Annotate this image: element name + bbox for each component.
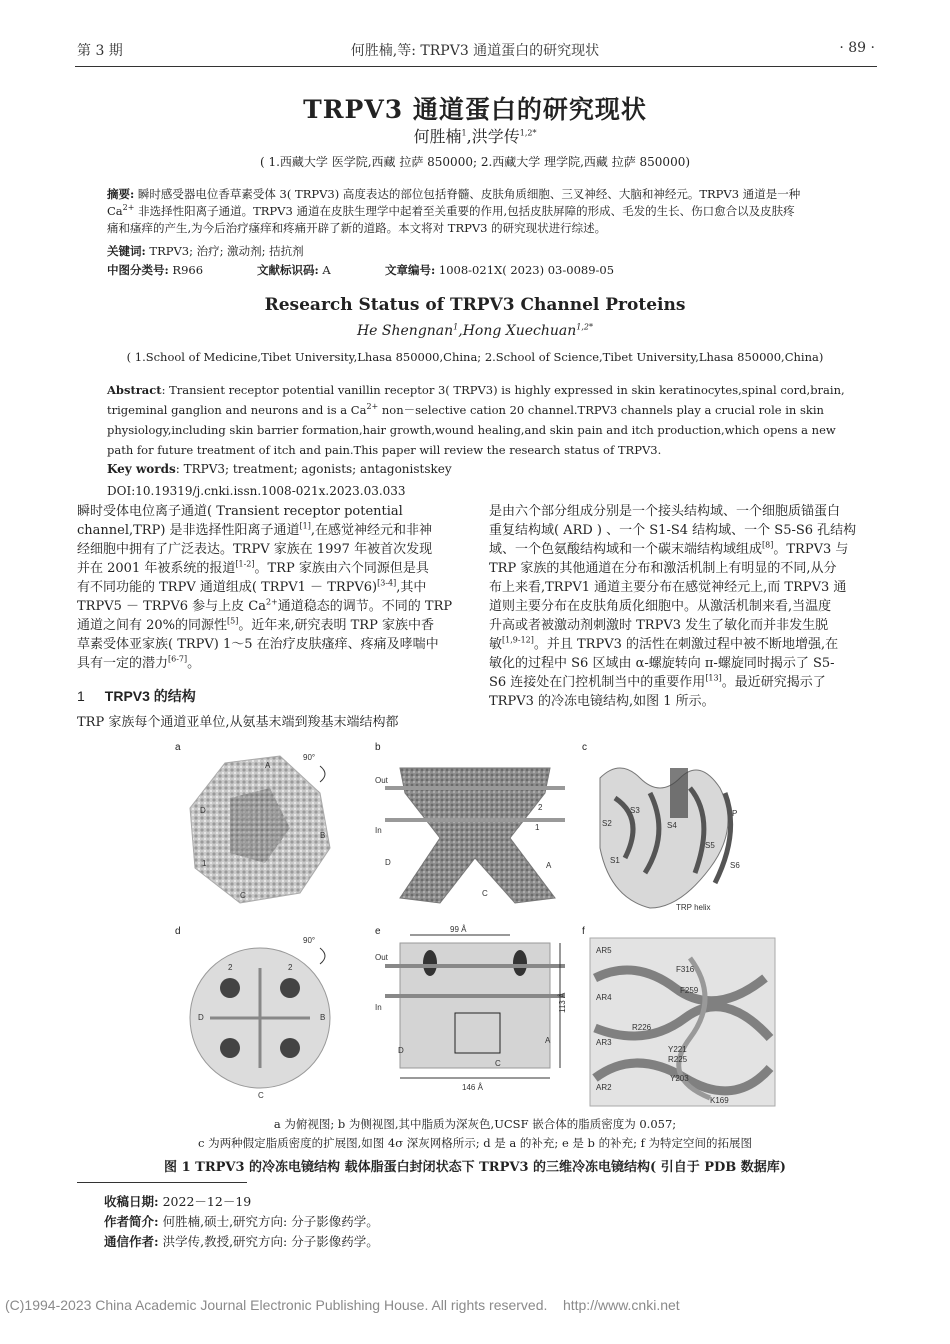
keywords-cn: 关键词: TRPV3; 治疗; 激动剂; 拮抗剂: [107, 244, 304, 258]
figure-1: [170, 738, 780, 1110]
svg-text:S2: S2: [602, 819, 612, 828]
svg-text:Out: Out: [375, 953, 388, 962]
svg-text:AR3: AR3: [596, 1038, 612, 1047]
svg-text:146 Å: 146 Å: [462, 1083, 483, 1092]
authors-en: He Shengnan$^1$,Hong Xuechuan$^{1,2*}$: [356, 322, 594, 339]
svg-text:D: D: [385, 858, 391, 867]
header-running-title: 何胜楠,等: TRPV3 通道蛋白的研究现状: [350, 43, 600, 59]
svg-text:F316: F316: [676, 965, 695, 974]
svg-text:F259: F259: [680, 986, 699, 995]
affiliation-en: ( 1.School of Medicine,Tibet University,Lhasa 850000,China; 2.School of Science,Tibet University,Lhasa 850000,China): [126, 350, 824, 364]
panel-c: [582, 742, 740, 912]
svg-text:113 Å: 113 Å: [558, 992, 567, 1013]
svg-text:S6: S6: [730, 861, 740, 870]
affiliation-cn: ( 1.西藏大学 医学院,西藏 拉萨 850000; 2.西藏大学 理学院,西藏 拉萨 850000): [259, 155, 691, 169]
svg-text:S3: S3: [630, 806, 640, 815]
svg-text:R226: R226: [632, 1023, 652, 1032]
svg-text:C: C: [482, 889, 488, 898]
panel-f-letter: f: [582, 926, 585, 937]
intro-paragraph: 瞬时受体电位离子通道( Transient receptor potential channel,TRP) 是非选择性阳离子通道[1],在感觉神经元和非神 经细胞中拥有了广泛表达。TRPV 家族在 1997 年被首次发现 并在 2001 年被系统的报道[1-2]。TRP 家族由六个同源但是具 有不同功能的 TRPV 通道组成( TRPV1 － TRPV6)[3-4],其中 TRPV5 － TRPV6 参与上皮 $Ca^{2+}$通道稳态的调节。不同的 TRP 通道之间有 20%的同源性[5]。近年来,研究表明 TRP 家族中香 草素受体亚家族( TRPV) 1～5 在治疗皮肤瘙痒、疼痛及哮喘中 具有一定的潜力[6-7]。: [77, 504, 453, 671]
svg-text:Y203: Y203: [670, 1074, 689, 1083]
copyright-notice: (C)1994-2023 China Academic Journal Electronic Publishing House. All rights reserved. http://www.cnki.net: [5, 1297, 680, 1313]
doi: DOI:10.19319/j.cnki.issn.1008-021x.2023.03.033: [107, 484, 406, 498]
svg-text:TRP helix: TRP helix: [676, 903, 711, 912]
svg-text:C: C: [495, 1059, 501, 1068]
panel-e-letter: e: [375, 926, 381, 937]
svg-text:AR2: AR2: [596, 1083, 612, 1092]
svg-text:B: B: [320, 1013, 326, 1022]
keywords-en: Key words: TRPV3; treatment; agonists; antagonistskey: [107, 462, 452, 476]
page-title: TRPV3 通道蛋白的研究现状: [303, 95, 647, 124]
header-issue: 第 3 期: [77, 43, 123, 59]
svg-text:S1: S1: [610, 856, 620, 865]
abstract-cn: 摘要: 瞬时感受器电位香草素受体 3( TRPV3) 高度表达的部位包括脊髓、皮肤角质细胞、三叉神经、大脑和神经元。TRPV3 通道是一种 $Ca^{2+}$ 非选择性阳离子通道。TRPV3 通道在皮肤生理学中起着至关重要的作用,包括皮肤屏障的形成、毛发的生长、伤口愈合以及皮肤疼 痛和瘙痒的产生,为今后治疗瘙痒和疼痛开辟了新的道路。本文将对 TRPV3 的研究现状进行综述。: [107, 187, 801, 235]
svg-text:B: B: [320, 831, 326, 840]
svg-text:S4: S4: [667, 821, 677, 830]
svg-text:Y221: Y221: [668, 1045, 687, 1054]
svg-text:K169: K169: [710, 1096, 729, 1105]
svg-text:2: 2: [228, 963, 233, 972]
panel-d-rotation-arrow-icon: [320, 948, 325, 964]
panel-d-letter: d: [175, 926, 181, 937]
svg-text:2: 2: [288, 963, 293, 972]
panel-f: [582, 926, 775, 1106]
footnote-author: 作者简介: 何胜楠,硕士,研究方向: 分子影像药学。: [104, 1214, 379, 1229]
svg-text:P: P: [732, 809, 738, 818]
structure-paragraph-start: TRP 家族每个通道亚单位,从氨基末端到羧基末端结构都: [77, 715, 399, 730]
figure-caption-line-1: a 为俯视图; b 为侧视图,其中脂质为深灰色,UCSF 嵌合体的脂质密度为 0.057;: [273, 1117, 677, 1131]
svg-text:2: 2: [538, 803, 543, 812]
panel-a: [175, 742, 330, 903]
svg-text:AR5: AR5: [596, 946, 612, 955]
figure-caption-line-2: c 为两种假定脂质密度的扩展图,如图 4σ 深灰网格所示; d 是 a 的补充; e 是 b 的补充; f 为特定空间的拓展图: [197, 1136, 753, 1150]
abstract-en: Abstract: Transient receptor potential vanillin receptor 3( TRPV3) is highly expressed in skin keratinocytes,spinal cord,brain, trigeminal ganglion and neurons and is a $Ca^{2+}$ non－selective cation 20 channel.TRPV3 channels play a crucial role in skin physiology,including skin barrier formation,hair growth,wound healing,and skin pain and itch production,which opens a new path for future treatment of itch and pain.This paper will review the research status of TRPV3.: [107, 383, 845, 457]
panel-e-ribbon-model: [400, 943, 550, 1068]
svg-text:1: 1: [202, 859, 207, 868]
svg-text:D: D: [198, 1013, 204, 1022]
footnote-rule: [77, 1182, 247, 1183]
svg-text:In: In: [375, 1003, 382, 1012]
figure-title: 图 1 TRPV3 的冷冻电镜结构 载体脂蛋白封闭状态下 TRPV3 的三维冷冻电镜结构( 引自于 PDB 数据库): [164, 1160, 786, 1175]
svg-text:A: A: [265, 761, 271, 770]
panel-c-ribbon-model: [600, 768, 728, 908]
svg-text:90°: 90°: [303, 936, 316, 945]
panel-a-letter: a: [175, 742, 181, 753]
header-rule: [75, 66, 877, 67]
panel-a-rotation-arrow-icon: [320, 766, 325, 782]
authors-cn: 何胜楠$^1$,洪学传$^{1,2*}$: [413, 127, 537, 146]
svg-text:D: D: [200, 806, 206, 815]
section-heading: 1 TRPV3 的结构: [77, 688, 196, 704]
header-page-number: · 89 ·: [839, 40, 875, 56]
panel-d: [175, 926, 330, 1100]
svg-text:In: In: [375, 826, 382, 835]
panel-e: [375, 925, 567, 1092]
svg-text:1: 1: [535, 823, 540, 832]
structure-paragraph-cont: 是由六个部分组成分别是一个接头结构域、一个细胞质锚蛋白 重复结构域( ARD ) 、一个 S1-S4 结构域、一个 S5-S6 孔结构 域、一个色氨酸结构域和一个碳末端结构域组成[8]。TRPV3 与 TRP 家族的其他通道在分布和激活机制上有明显的不同,从分 布上来看,TRPV1 通道主要分布在感觉神经元上,而 TRPV3 通 道则主要分布在皮肤角质化细胞中。从激活机制来看,当温度 升高或者被激动剂刺激时 TRPV3 发生了敏化而并非发生脱 敏[1,9-12]。并且 TRPV3 的活性在刺激过程中被不断地增强,在 敏化的过程中 S6 区域由 α-螺旋转向 π-螺旋同时揭示了 S5- S6 连接处在门控机制当中的重要作用[13]。最近研究揭示了 TRPV3 的冷冻电镜结构,如图 1 所示。: [489, 504, 857, 709]
panel-b: [375, 742, 565, 903]
panel-a-rotation-label: 90°: [303, 753, 316, 762]
svg-text:R225: R225: [668, 1055, 688, 1064]
panel-c-letter: c: [582, 742, 587, 753]
panel-b-letter: b: [375, 742, 381, 753]
svg-text:99 Å: 99 Å: [450, 925, 467, 934]
footnote-received: 收稿日期: 2022－12－19: [104, 1194, 252, 1209]
svg-text:Out: Out: [375, 776, 388, 785]
footnote-corresponding: 通信作者: 洪学传,教授,研究方向: 分子影像药学。: [104, 1234, 379, 1249]
title-en: Research Status of TRPV3 Channel Proteins: [264, 295, 686, 315]
svg-text:A: A: [546, 861, 552, 870]
svg-text:D: D: [398, 1046, 404, 1055]
svg-text:S5: S5: [705, 841, 715, 850]
panel-c-lipid-density: [670, 768, 688, 818]
svg-text:C: C: [240, 891, 246, 900]
svg-text:C: C: [258, 1091, 264, 1100]
svg-text:A: A: [545, 1036, 551, 1045]
svg-text:AR4: AR4: [596, 993, 612, 1002]
